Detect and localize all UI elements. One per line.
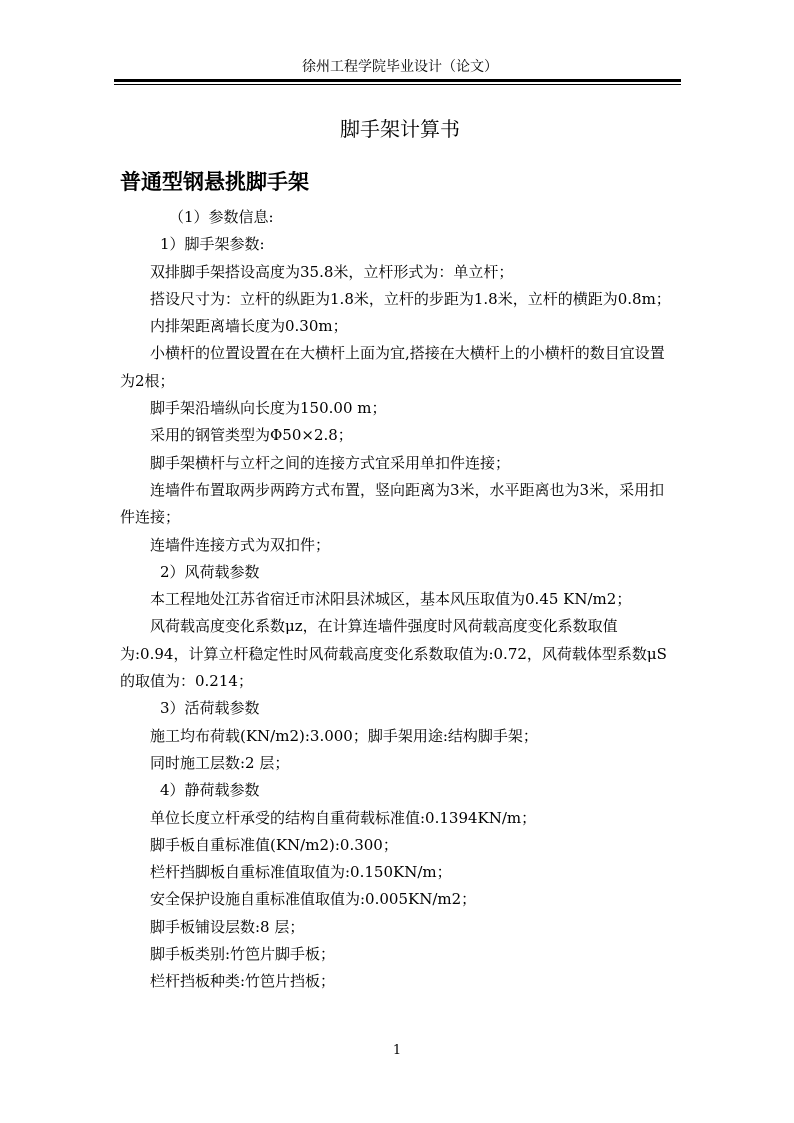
paragraph: 搭设尺寸为：立杆的纵距为1.8米，立杆的步距为1.8米，立杆的横距为0.8m； [150, 289, 671, 308]
subsection-heading: 1）脚手架参数: [160, 235, 265, 254]
paragraph: 连墙件连接方式为双扣件； [150, 535, 331, 554]
paragraph: 连墙件布置取两步两跨方式布置，竖向距离为3米，水平距离也为3米，采用扣件连接； [120, 480, 665, 527]
subsection-heading: 3）活荷载参数 [160, 699, 260, 718]
document-title: 脚手架计算书 [340, 117, 460, 141]
running-header: 徐州工程学院毕业设计（论文） [302, 59, 498, 75]
document-body [120, 204, 678, 996]
paragraph: 脚手板自重标准值(KN/m2):0.300； [150, 835, 398, 854]
paragraph: 栏杆挡脚板自重标准值取值为:0.150KN/m； [150, 863, 452, 882]
paragraph: 本工程地处江苏省宿迁市沭阳县沭城区，基本风压取值为0.45 KN/m2； [150, 590, 632, 609]
paragraph: 同时施工层数:2 层； [150, 753, 290, 772]
paragraph: 双排脚手架搭设高度为35.8米，立杆形式为：单立杆； [150, 262, 514, 281]
paragraph: 小横杆的位置设置在在大横杆上面为宜,搭接在大横杆上的小横杆的数目宜设置为2根； [120, 344, 665, 390]
paragraph: 内排架距离墙长度为0.30m； [150, 317, 348, 336]
header-rule-thick [114, 79, 681, 82]
subsection-heading: 4）静荷载参数 [160, 781, 260, 800]
header-rule-thin [114, 84, 681, 85]
page-number: 1 [392, 1043, 402, 1058]
paragraph: 脚手架沿墙纵向长度为150.00 m； [150, 399, 387, 418]
paragraph: 安全保护设施自重标准值取值为:0.005KN/m2； [150, 890, 477, 909]
paragraph: 脚手板铺设层数:8 层； [150, 917, 305, 936]
paragraph: 脚手架横杆与立杆之间的连接方式宜采用单扣件连接； [150, 453, 511, 472]
section-heading: 普通型钢悬挑脚手架 [120, 170, 309, 194]
paragraph: 采用的钢管类型为Φ50×2.8； [150, 426, 353, 445]
paragraph: 栏杆挡板种类:竹笆片挡板； [150, 972, 336, 991]
paragraph: 风荷载高度变化系数μz，在计算连墙件强度时风荷载高度变化系数取值为:0.94，计算立杆稳定性时风荷载高度变化系数取值为:0.72，风荷载体型系数μS 的取值为：0.214； [120, 617, 667, 691]
paragraph: 脚手板类别:竹笆片脚手板； [150, 945, 336, 964]
paragraph: 单位长度立杆承受的结构自重荷载标准值:0.1394KN/m； [150, 808, 537, 827]
paragraph: 施工均布荷载(KN/m2):3.000；脚手架用途:结构脚手架； [150, 726, 538, 745]
subsection-heading: （1）参数信息: [169, 208, 274, 226]
subsection-heading: 2）风荷载参数 [160, 562, 260, 581]
